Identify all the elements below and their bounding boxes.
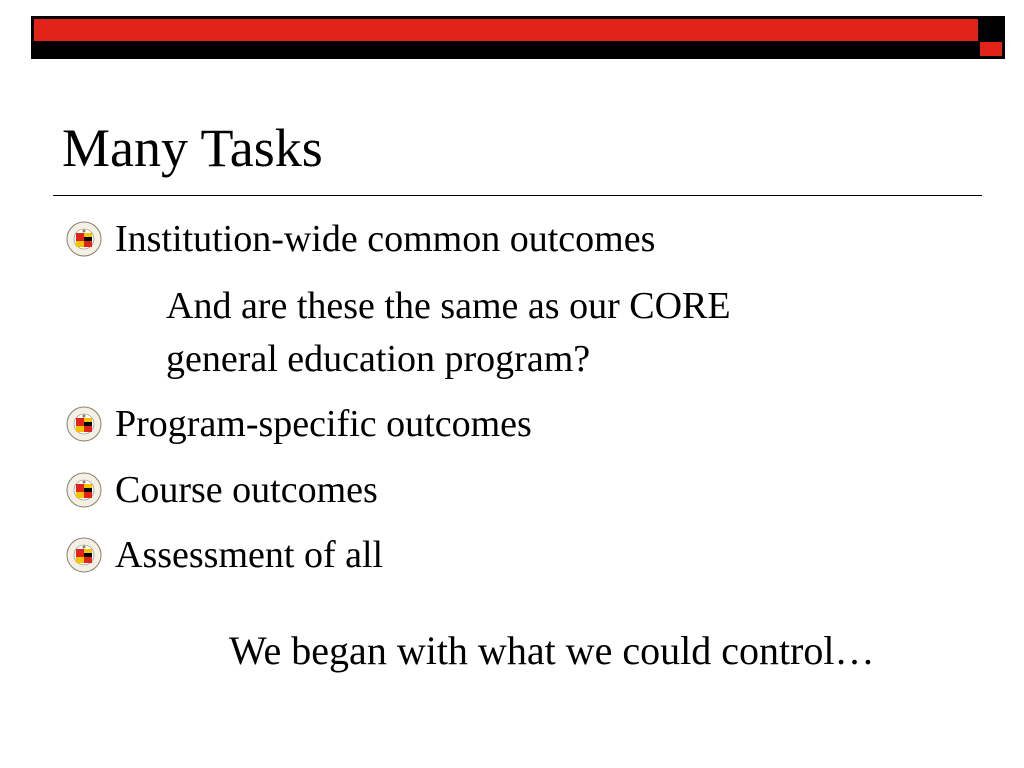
bullet-text: Institution-wide common outcomes	[115, 218, 656, 260]
bullet-text: Assessment of all	[115, 534, 384, 576]
red-strip	[34, 19, 978, 41]
sub-line: general education program?	[166, 338, 591, 380]
corner-red-square	[980, 42, 1002, 56]
university-of-maryland-seal-icon	[66, 472, 102, 508]
university-of-maryland-seal-icon	[66, 537, 102, 573]
bullet-text: Program-specific outcomes	[115, 403, 532, 445]
university-of-maryland-seal-icon	[66, 406, 102, 442]
top-decorative-band	[31, 16, 1005, 59]
university-of-maryland-seal-icon	[66, 221, 102, 257]
slide-title: Many Tasks	[62, 118, 323, 178]
sub-line: And are these the same as our CORE	[166, 285, 731, 327]
bullet-text: Course outcomes	[115, 469, 378, 511]
title-divider	[53, 195, 982, 196]
closing-statement: We began with what we could control…	[229, 628, 875, 673]
